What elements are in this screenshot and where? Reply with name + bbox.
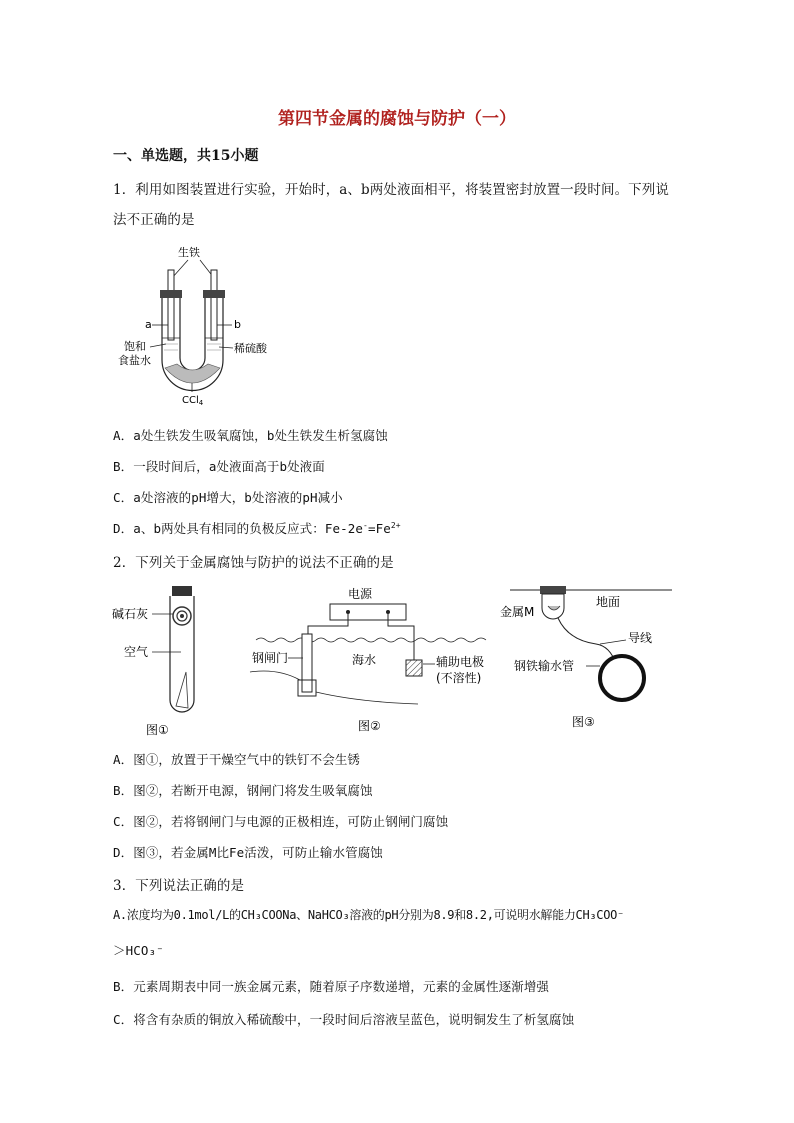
q1-label-b: b <box>234 318 241 331</box>
q1-option-a: A．a处生铁发生吸氧腐蚀，b处生铁发生析氢腐蚀 <box>113 428 388 443</box>
q2-fig3-label-metal-m: 金属M <box>500 605 535 619</box>
q2-figure-1 <box>110 580 220 740</box>
q2-fig3-label-pipe: 钢铁输水管 <box>514 659 575 673</box>
q2-option-c: C．图②，若将钢闸门与电源的正极相连，可防止钢闸门腐蚀 <box>113 814 449 829</box>
q2-figure-2 <box>248 580 508 740</box>
q2-figure-3 <box>498 580 678 740</box>
page-title: 第四节金属的腐蚀与防护（一） <box>278 109 516 129</box>
q1-label-a: a <box>145 318 152 331</box>
q2-fig1-caption: 图① <box>146 723 169 737</box>
q1-label-ccl4: CCl$_4$ <box>182 395 204 407</box>
q2-fig2-caption: 图② <box>358 719 381 733</box>
q2-fig1-label-soda-lime: 碱石灰 <box>112 607 149 621</box>
section-heading: 一、单选题，共15小题 <box>113 148 259 164</box>
q3-stem: 3．下列说法正确的是 <box>113 878 245 894</box>
q1-label-acid: 稀硫酸 <box>234 342 267 355</box>
q2-fig2-label-gate: 钢闸门 <box>252 651 289 665</box>
q3-option-a-line1: A.浓度均为0.1mol/L的CH₃COONa、NaHCO₃溶液的pH分别为8.9和8.2,可说明水解能力CH₃COO⁻ <box>113 908 624 922</box>
q1-option-d: D．a、b两处具有相同的负极反应式：$Fe-2e^-=Fe^{2+}$ <box>113 520 401 536</box>
q2-fig3-label-ground: 地面 <box>596 595 621 609</box>
q3-option-c: C．将含有杂质的铜放入稀硫酸中，一段时间后溶液呈蓝色，说明铜发生了析氢腐蚀 <box>113 1012 575 1027</box>
q2-fig1-label-air: 空气 <box>124 645 149 659</box>
q2-stem: 2．下列关于金属腐蚀与防护的说法不正确的是 <box>113 555 394 571</box>
q2-fig2-label-aux2: (不溶性) <box>436 671 482 685</box>
q2-fig2-label-sea: 海水 <box>352 653 377 667</box>
q1-stem-line2: 法不正确的是 <box>113 212 195 228</box>
q1-stem-line1: 1．利用如图装置进行实验，开始时，a、b两处液面相平，将装置密封放置一段时间。下列说 <box>113 182 669 198</box>
q2-option-a: A．图①，放置于干燥空气中的铁钉不会生锈 <box>113 752 361 767</box>
q3-option-b: B．元素周期表中同一族金属元素，随着原子序数递增，元素的金属性逐渐增强 <box>113 979 550 994</box>
q2-option-b: B．图②，若断开电源，钢闸门将发生吸氧腐蚀 <box>113 783 373 798</box>
q2-fig3-label-wire: 导线 <box>628 631 653 645</box>
q2-fig3-caption: 图③ <box>572 715 595 729</box>
q1-option-c: C．a处溶液的pH增大，b处溶液的pH减小 <box>113 490 343 505</box>
q1-u-tube-figure <box>110 240 290 410</box>
q1-label-brine-1: 饱和 <box>124 340 146 353</box>
q1-option-b: B．一段时间后，a处液面高于b处液面 <box>113 459 325 474</box>
q1-label-brine-2: 食盐水 <box>118 354 151 367</box>
q2-fig2-label-aux1: 辅助电极 <box>436 655 485 669</box>
q2-fig2-label-power: 电源 <box>348 587 373 601</box>
q3-option-a-line2: ＞HCO₃⁻ <box>113 943 164 958</box>
q2-option-d: D．图③，若金属M比Fe活泼，可防止输水管腐蚀 <box>113 845 383 860</box>
q1-label-iron: 生铁 <box>178 246 200 259</box>
